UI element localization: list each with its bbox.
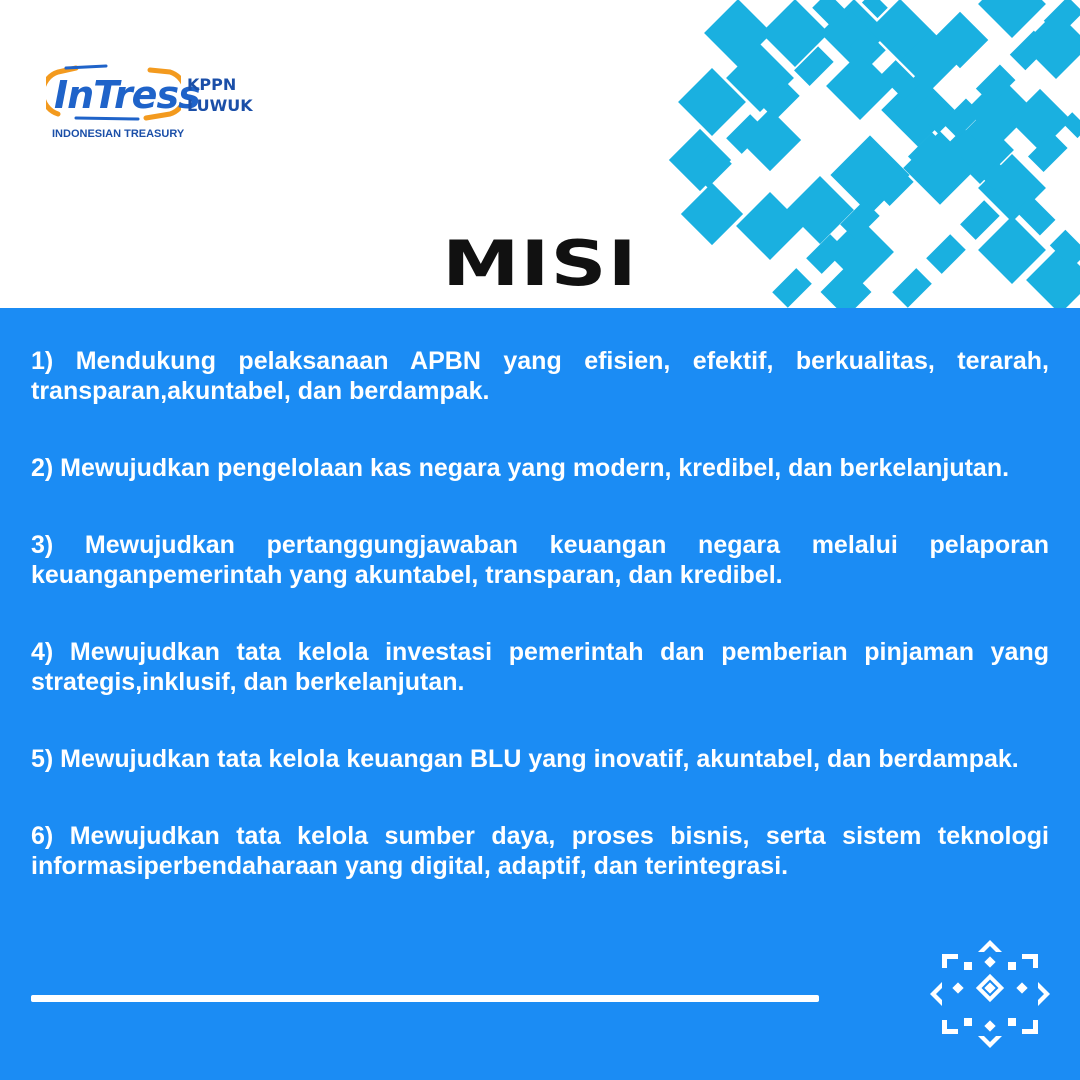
logo-subtitle: INDONESIAN TREASURY	[52, 128, 185, 140]
mission-item-4: 4) Mewujudkan tata kelola investasi pemerintah dan pemberian pinjaman yang strategis,inklusif, dan berkelanjutan.	[31, 638, 1049, 696]
mission-item-6: 6) Mewujudkan tata kelola sumber daya, proses bisnis, serta sistem teknologi informasiperbendaharaan yang digital, adaptif, dan terintegrasi.	[31, 822, 1049, 880]
logo-wordmark: InTress	[54, 73, 200, 117]
page-title: MISI	[442, 227, 638, 300]
batik-ornament-icon	[928, 938, 1052, 1050]
divider-line	[31, 995, 819, 1002]
mission-item-5: 5) Mewujudkan tata kelola keuangan BLU yang inovatif, akuntabel, dan berdampak.	[31, 745, 1019, 773]
mission-item-1: 1) Mendukung pelaksanaan APBN yang efisien, efektif, berkualitas, terarah, transparan,akuntabel, dan berdampak.	[31, 347, 1049, 405]
mission-item-2: 2) Mewujudkan pengelolaan kas negara yang modern, kredibel, dan berkelanjutan.	[31, 454, 1010, 482]
mission-list	[31, 346, 1049, 928]
office-name	[187, 74, 253, 116]
office-name-line2: LUWUK	[187, 96, 253, 115]
mission-item-3: 3) Mewujudkan pertanggungjawaban keuangan negara melalui pelaporan keuanganpemerintah yang akuntabel, transparan, dan kredibel.	[31, 531, 1049, 589]
office-name-line1: KPPN	[187, 75, 237, 94]
intress-logo	[46, 62, 276, 142]
